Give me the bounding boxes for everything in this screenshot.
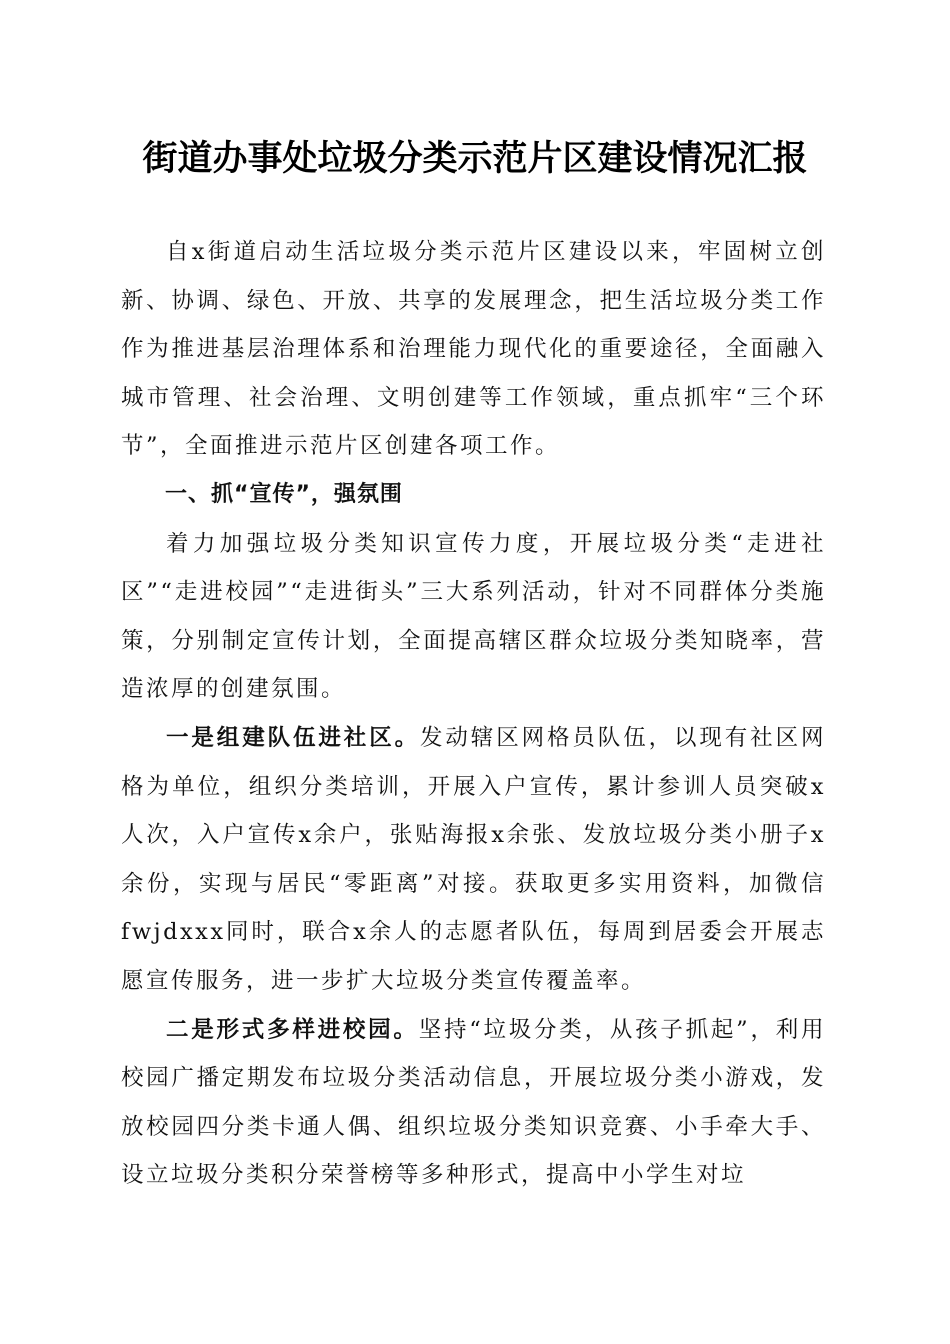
list-item [121, 714, 826, 1006]
item-text: 发动辖区网格员队伍，以现有社区网格为单位，组织分类培训，开展入户宣传，累计参训人员突破x人次，入户宣传x余户，张贴海报x余张、发放垃圾分类小册子x余份，实现与居民“零距离”对接。获取更多实用资料，加微信fwjdxxx同时，联合x余人的志愿者队伍，每周到居委会开展志愿宣传服务，进一步扩大垃圾分类宣传覆盖率。 [121, 724, 826, 994]
section-paragraph: 着力加强垃圾分类知识宣传力度，开展垃圾分类“走进社区”“走进校园”“走进街头”三大系列活动，针对不同群体分类施策，分别制定宣传计划，全面提高辖区群众垃圾分类知晓率，营造浓厚的创建氛围。 [121, 530, 826, 703]
list-item [121, 1006, 826, 1200]
document-body [121, 228, 826, 1200]
item-lead: 二是形式多样进校园。 [166, 1016, 419, 1043]
item-lead: 一是组建队伍进社区。 [166, 724, 420, 751]
section-heading: 一、抓“宣传”，强氛围 [165, 481, 403, 507]
intro-paragraph: 自x街道启动生活垃圾分类示范片区建设以来，牢固树立创新、协调、绿色、开放、共享的发展理念，把生活垃圾分类工作作为推进基层治理体系和治理能力现代化的重要途径，全面融入城市管理、社会治理、文明创建等工作领域，重点抓牢“三个环节”，全面推进示范片区创建各项工作。 [121, 239, 826, 460]
item-text: 坚持“垃圾分类，从孩子抓起”，利用校园广播定期发布垃圾分类活动信息，开展垃圾分类小游戏，发放校园四分类卡通人偶、组织垃圾分类知识竞赛、小手牵大手、设立垃圾分类积分荣誉榜等多种形式，提高中小学生对垃 [121, 1016, 826, 1189]
document-title: 街道办事处垃圾分类示范片区建设情况汇报 [142, 138, 808, 179]
